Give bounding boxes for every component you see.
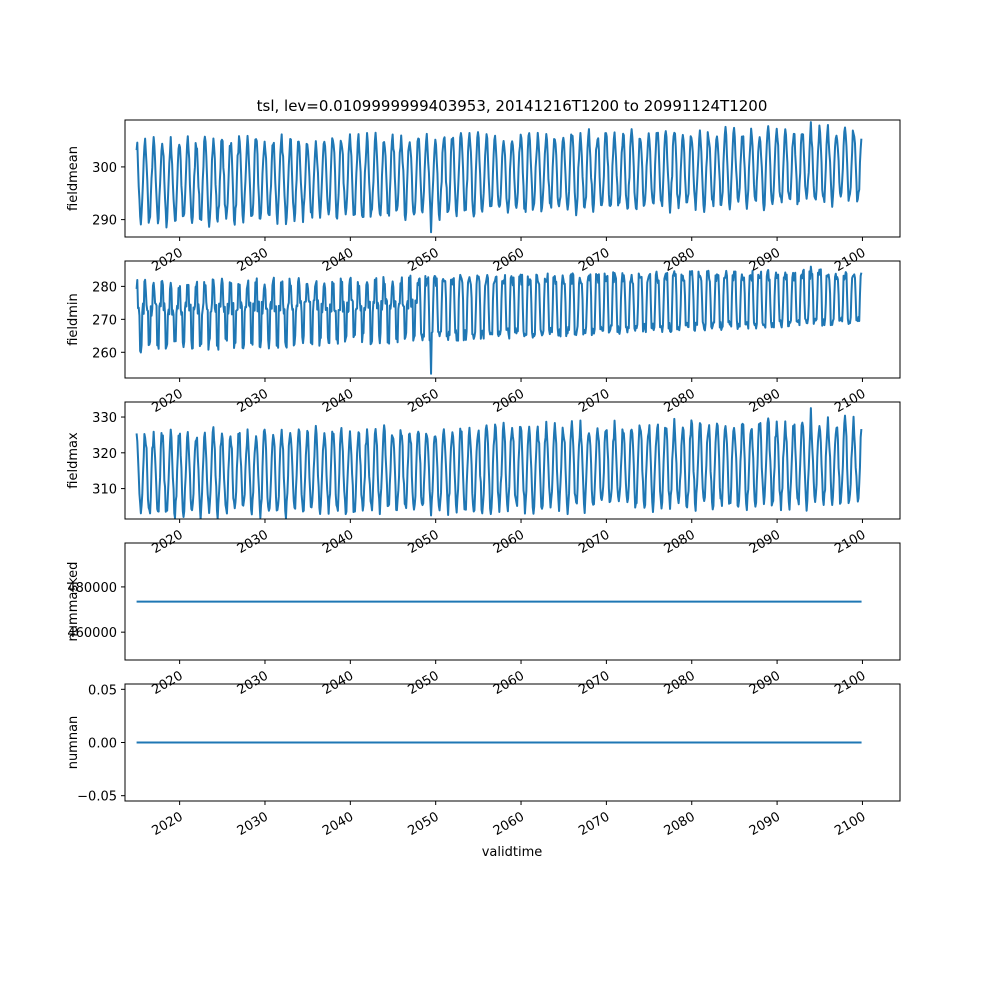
- panel-nummasked: [66, 543, 900, 698]
- fieldmax-y-tick-label: 320: [92, 446, 117, 462]
- nummasked-x-tick-label: 2030: [234, 668, 271, 699]
- fieldmin-x-tick-label: 2070: [576, 386, 613, 417]
- fieldmin-x-tick-label: 2050: [405, 386, 442, 417]
- fieldmin-x-tick-label: 2030: [234, 386, 271, 417]
- fieldmean-x-tick-label: 2020: [149, 245, 186, 276]
- numnan-x-tick-label: 2020: [149, 809, 186, 840]
- numnan-x-tick-label: 2090: [746, 809, 784, 840]
- fieldmax-x-tick-label: 2040: [320, 527, 357, 558]
- panel-fieldmean: [66, 120, 900, 275]
- fieldmin-x-tick-label: 2080: [661, 386, 698, 417]
- nummasked-y-tick-label: 460000: [67, 626, 117, 642]
- fieldmax-y-tick-label: 310: [92, 482, 117, 498]
- numnan-x-tick-label: 2080: [661, 809, 698, 840]
- numnan-x-tick-label: 2100: [832, 809, 869, 840]
- fieldmean-series-line: [137, 122, 862, 232]
- fieldmax-x-tick-label: 2100: [832, 527, 869, 558]
- fieldmin-y-tick-label: 280: [92, 280, 117, 296]
- numnan-x-tick-label: 2030: [234, 809, 271, 840]
- fieldmean-x-tick-label: 2090: [746, 245, 784, 276]
- fieldmean-x-tick-label: 2060: [490, 245, 528, 276]
- fieldmean-y-axis-label: fieldmean: [66, 146, 81, 211]
- fieldmin-series-line: [137, 267, 862, 374]
- panel-fieldmin: [66, 261, 900, 416]
- fieldmax-x-tick-label: 2030: [234, 527, 271, 558]
- numnan-x-tick-label: 2060: [490, 809, 528, 840]
- fieldmean-x-tick-label: 2050: [405, 245, 442, 276]
- numnan-y-tick-label: 0.00: [88, 736, 117, 752]
- fieldmax-x-tick-label: 2050: [405, 527, 442, 558]
- panel-fieldmax: [66, 402, 900, 557]
- fieldmax-x-tick-label: 2080: [661, 527, 698, 558]
- fieldmin-x-tick-label: 2020: [149, 386, 186, 417]
- fieldmean-x-tick-label: 2040: [320, 245, 357, 276]
- nummasked-x-tick-label: 2040: [320, 668, 357, 699]
- fieldmin-x-tick-label: 2060: [490, 386, 528, 417]
- numnan-x-tick-label: 2070: [576, 809, 613, 840]
- nummasked-y-tick-label: 480000: [67, 580, 117, 596]
- chart-title: tsl, lev=0.0109999999403953, 20141216T1200 to 20991124T1200: [256, 97, 768, 115]
- fieldmax-x-tick-label: 2060: [490, 527, 528, 558]
- nummasked-x-tick-label: 2080: [661, 668, 698, 699]
- x-axis-label: validtime: [481, 845, 543, 860]
- nummasked-y-axis-label: nummasked: [66, 561, 81, 642]
- numnan-y-tick-label: −0.05: [77, 789, 117, 805]
- fieldmax-x-tick-label: 2070: [576, 527, 613, 558]
- fieldmax-y-axis-label: fieldmax: [66, 432, 81, 489]
- fieldmin-x-tick-label: 2100: [832, 386, 869, 417]
- fieldmax-y-tick-label: 330: [92, 411, 117, 427]
- numnan-x-tick-label: 2040: [320, 809, 357, 840]
- fieldmax-x-tick-label: 2090: [746, 527, 784, 558]
- nummasked-x-tick-label: 2070: [576, 668, 613, 699]
- nummasked-x-tick-label: 2020: [149, 668, 186, 699]
- fieldmean-x-tick-label: 2100: [832, 245, 869, 276]
- fieldmax-series-line: [137, 408, 862, 519]
- fieldmean-y-tick-label: 290: [92, 213, 117, 229]
- fieldmean-x-tick-label: 2080: [661, 245, 698, 276]
- numnan-y-axis-label: numnan: [66, 715, 81, 770]
- nummasked-x-tick-label: 2090: [746, 668, 784, 699]
- fieldmin-y-axis-label: fieldmin: [66, 293, 81, 346]
- fieldmean-x-tick-label: 2070: [576, 245, 613, 276]
- numnan-x-tick-label: 2050: [405, 809, 442, 840]
- fieldmax-x-tick-label: 2020: [149, 527, 186, 558]
- panels: [66, 120, 900, 839]
- panel-numnan: [66, 683, 900, 839]
- fieldmean-y-tick-label: 300: [92, 160, 117, 176]
- nummasked-x-tick-label: 2100: [832, 668, 869, 699]
- fieldmin-x-tick-label: 2090: [746, 386, 784, 417]
- fieldmin-x-tick-label: 2040: [320, 386, 357, 417]
- nummasked-x-tick-label: 2060: [490, 668, 528, 699]
- nummasked-x-tick-label: 2050: [405, 668, 442, 699]
- numnan-y-tick-label: 0.05: [88, 683, 117, 699]
- fieldmin-y-tick-label: 260: [92, 346, 117, 362]
- fieldmin-y-tick-label: 270: [92, 313, 117, 329]
- fieldmean-x-tick-label: 2030: [234, 245, 271, 276]
